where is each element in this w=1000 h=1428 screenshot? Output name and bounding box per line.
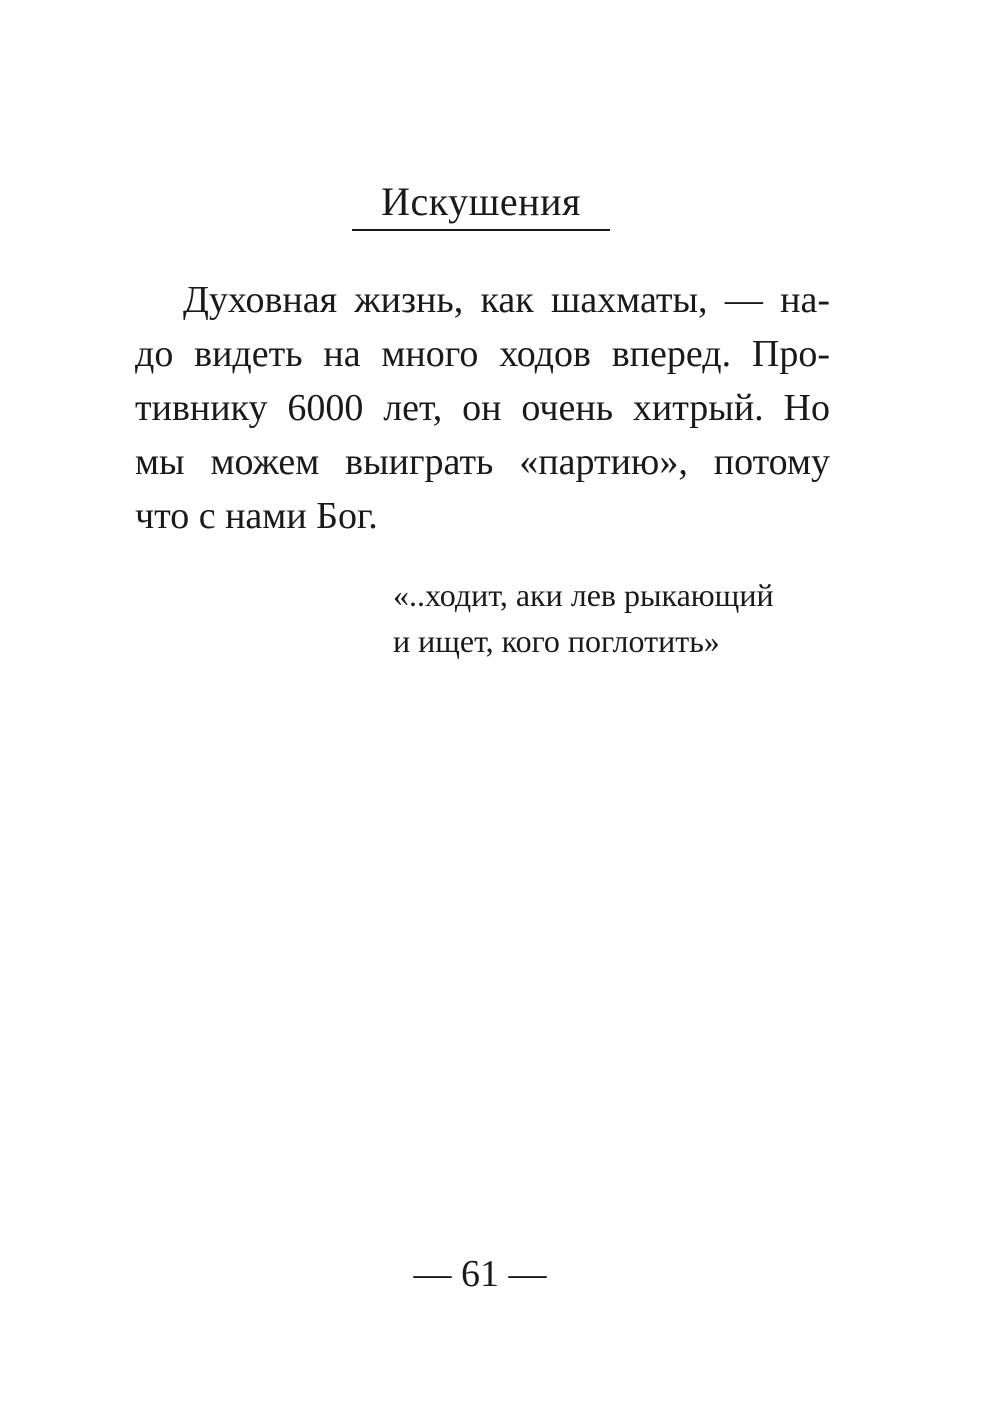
quote-line: «..ходит, аки лев рыкающий [393, 577, 774, 613]
body-line: до видеть на много ходов вперед. Про- [135, 333, 830, 375]
page-number: — 61 — [413, 1253, 547, 1295]
epigraph-quote [393, 572, 833, 664]
body-line: мы можем выиграть «партию», потому [135, 441, 830, 483]
title-underline [352, 229, 610, 231]
body-line: тивнику 6000 лет, он очень хитрый. Но [135, 387, 830, 429]
body-paragraph [135, 273, 830, 543]
chapter-title: Искушения [381, 179, 581, 224]
body-line: что с нами Бог. [135, 495, 378, 537]
quote-line: и ищет, кого поглотить» [393, 623, 720, 659]
body-line: Духовная жизнь, как шахматы, — на- [183, 279, 830, 321]
